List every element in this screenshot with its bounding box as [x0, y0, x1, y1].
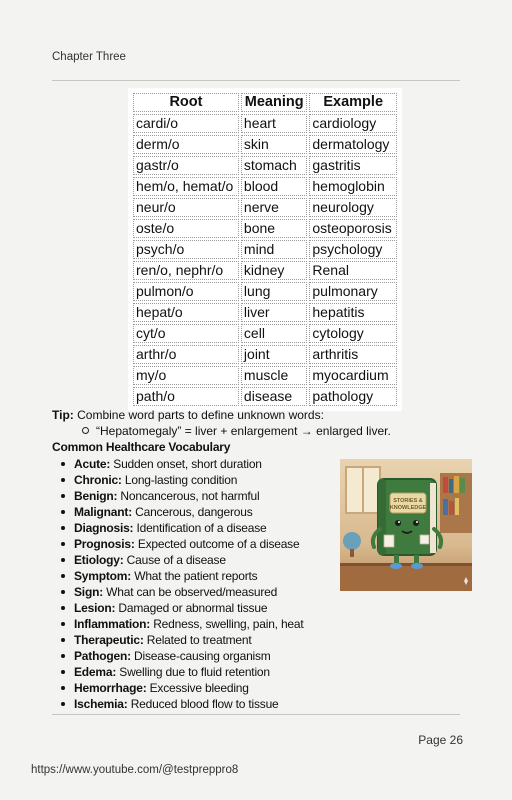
- cell-root: hem/o, hemat/o: [133, 177, 239, 196]
- tip-label: Tip:: [52, 408, 74, 422]
- cell-meaning: joint: [241, 345, 307, 364]
- table-row: [133, 261, 397, 280]
- cell-root: oste/o: [133, 219, 239, 238]
- roots-table-container: [128, 88, 402, 411]
- cell-meaning: liver: [241, 303, 307, 322]
- cell-example: hepatitis: [309, 303, 397, 322]
- table-row: [133, 219, 397, 238]
- vocab-definition: What can be observed/measured: [103, 585, 278, 599]
- vocab-term: Lesion:: [74, 601, 116, 615]
- roots-table: [131, 91, 399, 408]
- list-item: [60, 680, 340, 696]
- book-illustration: [340, 459, 472, 591]
- table-row: [133, 240, 397, 259]
- cell-meaning: bone: [241, 219, 307, 238]
- tip-example: [82, 424, 391, 439]
- cell-root: cardi/o: [133, 114, 239, 133]
- list-item: [60, 488, 340, 504]
- book-label-line2: KNOWLEDGE: [389, 505, 427, 511]
- cell-example: psychology: [309, 240, 397, 259]
- cell-root: gastr/o: [133, 156, 239, 175]
- cell-example: gastritis: [309, 156, 397, 175]
- table-row: [133, 387, 397, 406]
- vocab-definition: Cancerous, dangerous: [132, 505, 253, 519]
- cell-meaning: cell: [241, 324, 307, 343]
- cell-meaning: skin: [241, 135, 307, 154]
- vocab-definition: Excessive bleeding: [146, 681, 249, 695]
- cell-example: cardiology: [309, 114, 397, 133]
- vocab-term: Ischemia:: [74, 697, 128, 711]
- table-row: [133, 324, 397, 343]
- vocab-term: Symptom:: [74, 569, 132, 583]
- table-header-row: [133, 93, 397, 112]
- cell-root: my/o: [133, 366, 239, 385]
- vocab-list: [60, 456, 340, 712]
- vocab-term: Hemorrhage:: [74, 681, 147, 695]
- book-label-line1: STORIES &: [393, 498, 423, 504]
- vocab-term: Sign:: [74, 585, 103, 599]
- list-item: [60, 696, 340, 712]
- list-item: [60, 472, 340, 488]
- cell-root: hepat/o: [133, 303, 239, 322]
- table-row: [133, 282, 397, 301]
- book-mascot-icon: [340, 459, 472, 591]
- vocab-section-title: Common Healthcare Vocabulary: [52, 440, 231, 454]
- vocab-term: Acute:: [74, 457, 111, 471]
- cell-example: myocardium: [309, 366, 397, 385]
- vocab-definition: Expected outcome of a disease: [134, 537, 300, 551]
- cell-example: dermatology: [309, 135, 397, 154]
- vocab-term: Therapeutic:: [74, 633, 144, 647]
- vocab-definition: Related to treatment: [143, 633, 252, 647]
- vocab-term: Etiology:: [74, 553, 124, 567]
- header-divider: [52, 80, 460, 81]
- cell-meaning: stomach: [241, 156, 307, 175]
- tip-example-text: “Hepatomegaly” = liver + enlargement → enlarged liver.: [96, 424, 391, 438]
- cell-example: pathology: [309, 387, 397, 406]
- list-item: [60, 600, 340, 616]
- vocab-definition: Noncancerous, not harmful: [117, 489, 260, 503]
- vocab-definition: Damaged or abnormal tissue: [115, 601, 268, 615]
- footer-divider: [52, 714, 460, 715]
- vocab-definition: Cause of a disease: [123, 553, 226, 567]
- cell-example: Renal: [309, 261, 397, 280]
- cell-meaning: disease: [241, 387, 307, 406]
- list-item: [60, 536, 340, 552]
- cell-meaning: heart: [241, 114, 307, 133]
- cell-meaning: mind: [241, 240, 307, 259]
- column-header-meaning: Meaning: [241, 93, 307, 112]
- table-row: [133, 114, 397, 133]
- vocab-definition: Long-lasting condition: [121, 473, 238, 487]
- cell-root: arthr/o: [133, 345, 239, 364]
- list-item: [60, 568, 340, 584]
- vocab-term: Malignant:: [74, 505, 132, 519]
- tip-text: Combine word parts to define unknown words:: [73, 408, 324, 422]
- table-row: [133, 135, 397, 154]
- list-item: [60, 584, 340, 600]
- table-row: [133, 345, 397, 364]
- cell-example: pulmonary: [309, 282, 397, 301]
- list-item: [60, 552, 340, 568]
- cell-root: ren/o, nephr/o: [133, 261, 239, 280]
- vocab-definition: Identification of a disease: [133, 521, 267, 535]
- footer-url-link[interactable]: https://www.youtube.com/@testpreppro8: [31, 764, 239, 776]
- vocab-definition: Disease-causing organism: [130, 649, 271, 663]
- cell-meaning: kidney: [241, 261, 307, 280]
- cell-example: osteoporosis: [309, 219, 397, 238]
- page-number: Page 26: [418, 733, 463, 747]
- cell-root: neur/o: [133, 198, 239, 217]
- column-header-example: Example: [309, 93, 397, 112]
- vocab-definition: Swelling due to fluid retention: [116, 665, 270, 679]
- vocab-term: Pathogen:: [74, 649, 131, 663]
- cell-root: cyt/o: [133, 324, 239, 343]
- cell-example: hemoglobin: [309, 177, 397, 196]
- vocab-definition: Reduced blood flow to tissue: [127, 697, 279, 711]
- cell-example: cytology: [309, 324, 397, 343]
- list-item: [60, 520, 340, 536]
- vocab-definition: Redness, swelling, pain, heat: [150, 617, 304, 631]
- vocab-definition: What the patient reports: [131, 569, 258, 583]
- vocab-definition: Sudden onset, short duration: [110, 457, 262, 471]
- list-item: [60, 456, 340, 472]
- list-item: [60, 664, 340, 680]
- cell-meaning: blood: [241, 177, 307, 196]
- list-item: [60, 648, 340, 664]
- cell-meaning: lung: [241, 282, 307, 301]
- table-row: [133, 303, 397, 322]
- circle-bullet-icon: [82, 427, 89, 434]
- vocab-term: Diagnosis:: [74, 521, 134, 535]
- cell-root: psych/o: [133, 240, 239, 259]
- vocab-term: Prognosis:: [74, 537, 135, 551]
- cell-root: pulmon/o: [133, 282, 239, 301]
- list-item: [60, 616, 340, 632]
- cell-root: path/o: [133, 387, 239, 406]
- vocab-term: Edema:: [74, 665, 117, 679]
- cell-root: derm/o: [133, 135, 239, 154]
- tip-line: [52, 408, 324, 423]
- list-item: [60, 632, 340, 648]
- cell-meaning: muscle: [241, 366, 307, 385]
- table-row: [133, 366, 397, 385]
- vocab-term: Benign:: [74, 489, 118, 503]
- column-header-root: Root: [133, 93, 239, 112]
- vocab-term: Inflammation:: [74, 617, 151, 631]
- vocab-term: Chronic:: [74, 473, 122, 487]
- chapter-heading: Chapter Three: [52, 51, 126, 63]
- table-row: [133, 198, 397, 217]
- list-item: [60, 504, 340, 520]
- cell-example: arthritis: [309, 345, 397, 364]
- table-row: [133, 177, 397, 196]
- cell-example: neurology: [309, 198, 397, 217]
- cell-meaning: nerve: [241, 198, 307, 217]
- table-row: [133, 156, 397, 175]
